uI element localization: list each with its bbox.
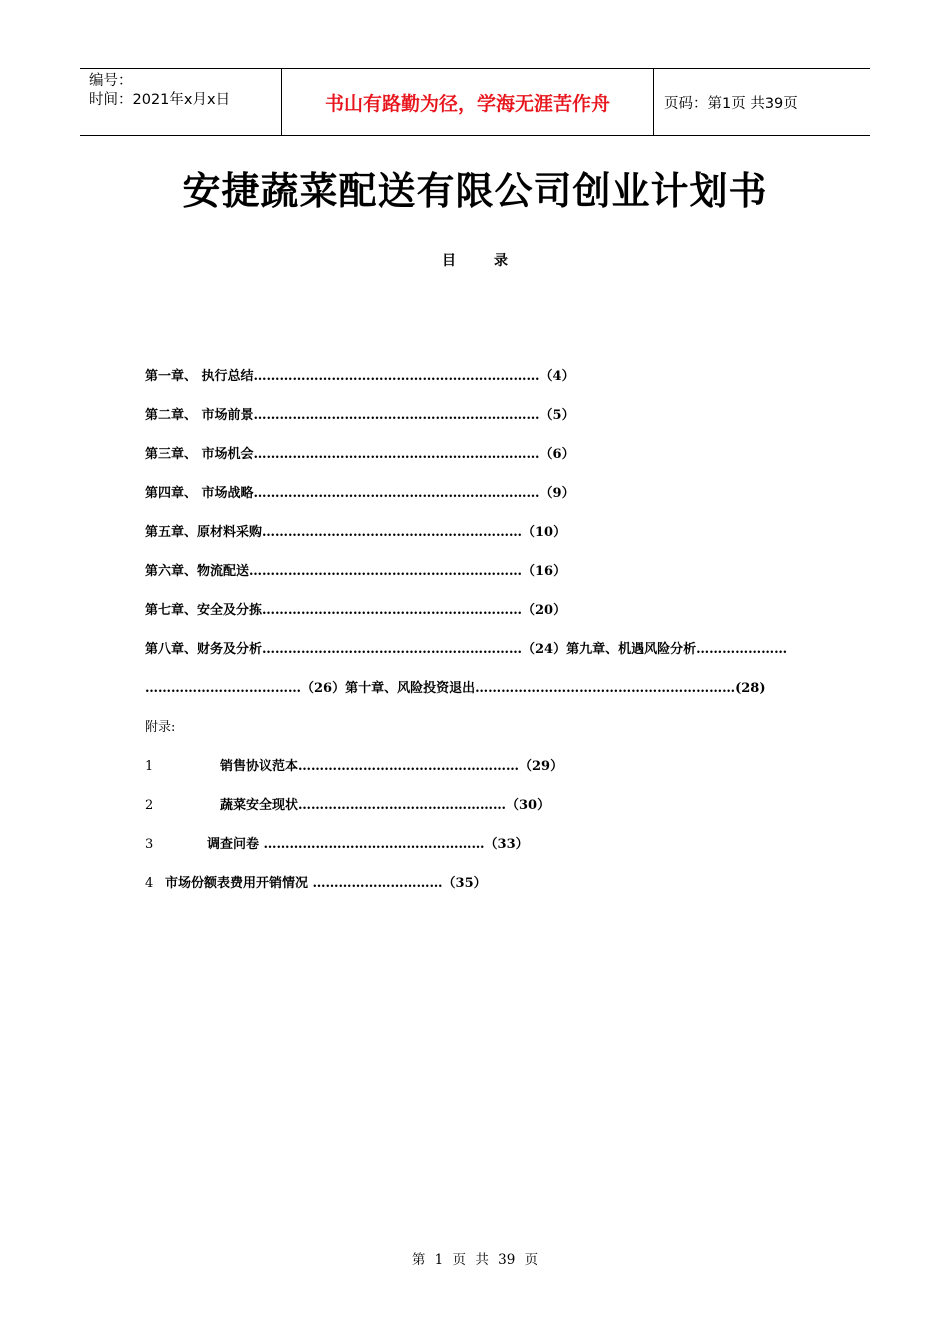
toc-entry-2[interactable]: 第二章、 市场前景…………………………………………………………（5） [145,408,575,423]
toc-heading: 目录 [442,253,546,269]
appendix-number: 2 [145,798,154,813]
number-label: 编号： [89,73,133,89]
appendix-text: 销售协议范本……………………………………………（29） [207,759,564,774]
appendix-label: 附录: [145,720,176,735]
appendix-text: 市场份额表费用开销情况 …………………………（35） [165,876,487,891]
appendix-number: 1 [145,759,154,774]
page-header [80,68,870,136]
toc-entry-9[interactable]: ………………………………（26）第十章、风险投资退出……………………………………………………(28) [145,681,766,696]
appendix-entry-1[interactable] [145,758,815,797]
appendix-number: 3 [145,837,154,852]
toc-entry-6[interactable]: 第六章、物流配送………………………………………………………（16） [145,564,567,579]
toc-entry-7[interactable]: 第七章、安全及分拣……………………………………………………（20） [145,603,567,618]
toc-entry-8[interactable]: 第八章、财务及分析……………………………………………………（24）第九章、机遇风险分析………………… [145,642,788,657]
appendix-text: 蔬菜安全现状…………………………………………（30） [207,798,551,813]
appendix-entry-4[interactable] [145,875,815,914]
appendix-entry-2[interactable] [145,797,815,836]
header-page-info: 页码：第1页 共39页 [664,95,798,112]
document-title: 安捷蔬菜配送有限公司创业计划书 [182,169,768,213]
appendix-number: 4 [145,876,154,891]
header-motto: 书山有路勤为径，学海无涯苦作舟 [282,69,654,135]
toc-entry-1[interactable]: 第一章、 执行总结…………………………………………………………（4） [145,369,575,384]
appendix-text: 调查问卷 ……………………………………………（33） [207,837,529,852]
time-label: 时间：2021年x月x日 [89,92,231,108]
table-of-contents [145,368,815,914]
toc-entry-5[interactable]: 第五章、原材料采购……………………………………………………（10） [145,525,567,540]
header-meta [80,69,282,135]
toc-entry-4[interactable]: 第四章、 市场战略…………………………………………………………（9） [145,486,575,501]
toc-entry-3[interactable]: 第三章、 市场机会…………………………………………………………（6） [145,447,575,462]
page-footer: 第 1 页 共 39 页 [411,1252,539,1268]
appendix-entry-3[interactable] [145,836,815,875]
